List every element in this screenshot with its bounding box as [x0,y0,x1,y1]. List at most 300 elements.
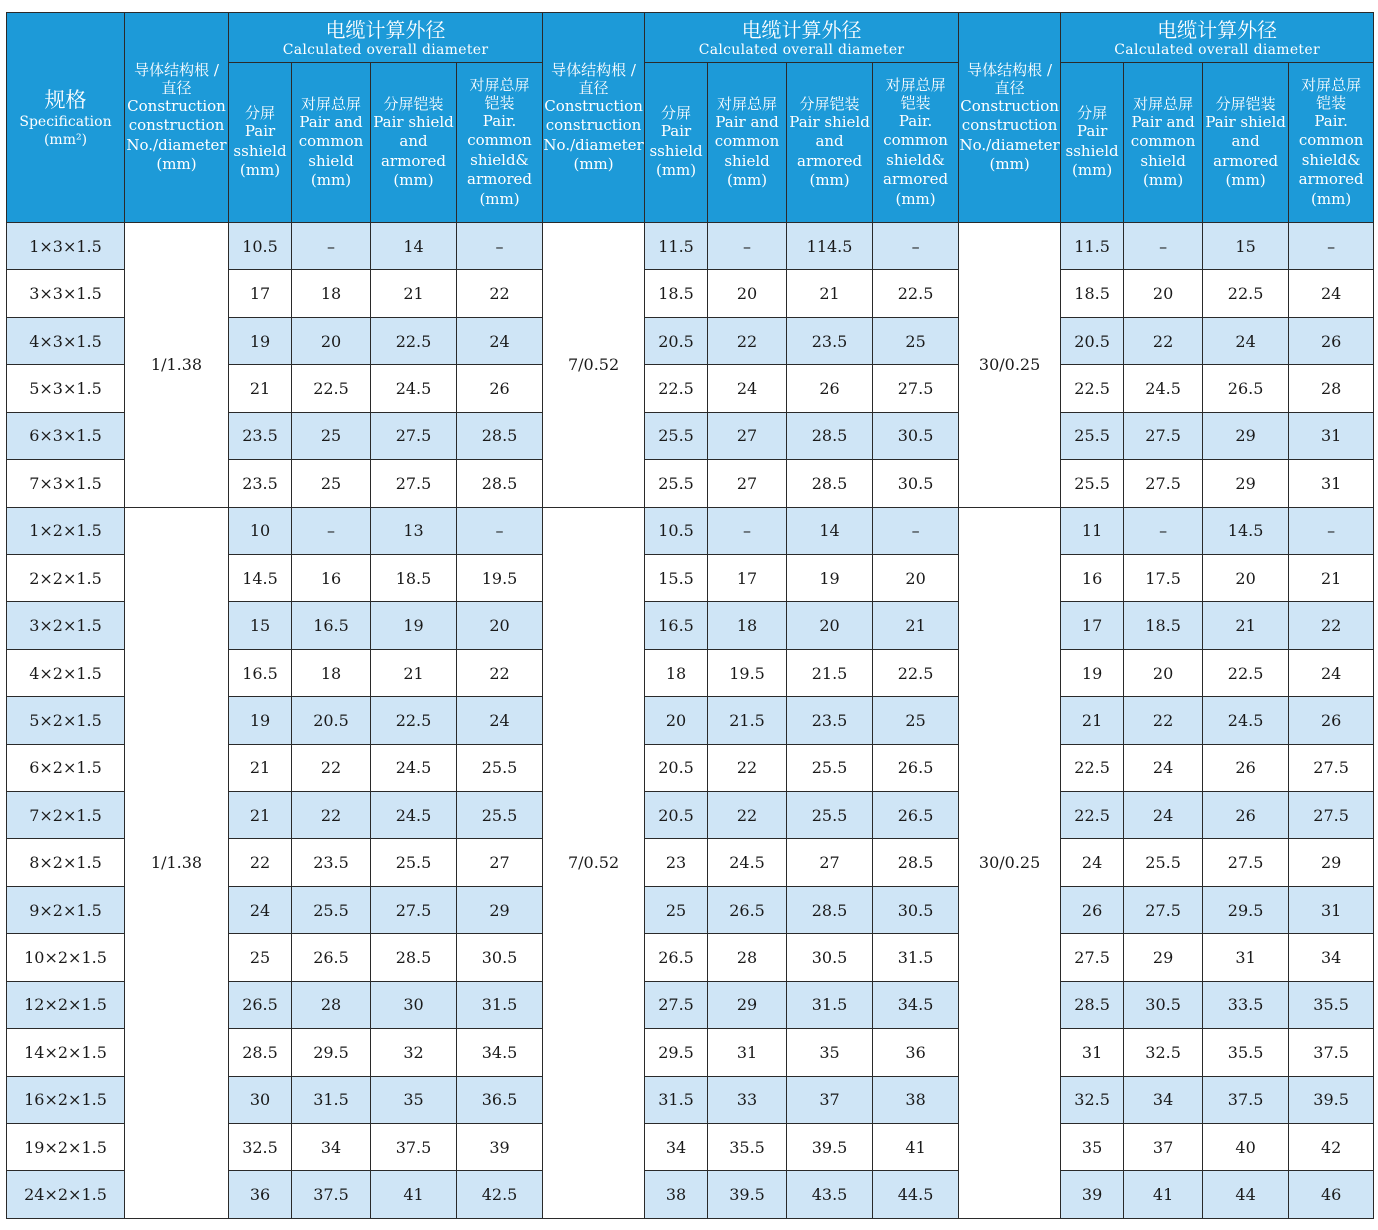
diameter-cell: 20 [708,270,787,317]
diameter-cell: 41 [1124,1171,1203,1219]
diameter-cell: 29.5 [645,1029,708,1076]
diameter-cell: 29 [1203,460,1289,507]
diameter-cell: 18.5 [645,270,708,317]
sub-header-4 [457,63,543,223]
sub-header-line: 对屏总屏 [1301,75,1362,94]
spec-cell: 3×2×1.5 [7,602,125,649]
diameter-cell: 17 [708,554,787,601]
diameter-cell: 35 [1061,1124,1124,1171]
diameter-cell: 22 [1289,602,1374,649]
spec-header [7,13,125,223]
spec-cell: 1×3×1.5 [7,223,125,270]
sub-header-line: common [467,131,532,150]
diameter-cell: 10 [229,507,292,554]
diameter-cell: 24.5 [371,792,457,839]
diameter-cell: 28.5 [787,412,873,459]
diameter-cell: 38 [645,1171,708,1219]
diameter-cell: 25.5 [787,744,873,791]
diameter-cell: 21 [229,365,292,412]
construction-header-line: construction [545,116,642,134]
diameter-cell: 21 [229,744,292,791]
sub-header-line: 铠装 [484,93,515,112]
diameter-cell: 44.5 [873,1171,959,1219]
diameter-cell: 37.5 [371,1124,457,1171]
diameter-cell: 14.5 [229,554,292,601]
diameter-cell: 25.5 [457,792,543,839]
diameter-cell: 23.5 [787,317,873,364]
diameter-cell: 30.5 [873,886,959,933]
diameter-cell: 24.5 [371,365,457,412]
diameter-cell: 37.5 [292,1171,371,1219]
diameter-cell: 25.5 [1124,839,1203,886]
sub-header-line: shield& [470,150,529,169]
sub-header-line: 铠装 [1316,93,1347,112]
diameter-cell: 22 [229,839,292,886]
spec-header-zh: 规格 [44,87,87,112]
calculated-diameter-title-en: Calculated overall diameter [698,41,905,58]
diameter-cell: 44 [1203,1171,1289,1219]
construction-header-line: 直径 [994,78,1025,97]
diameter-cell: 13 [371,507,457,554]
diameter-cell: 20 [873,554,959,601]
sub-header-1 [645,63,708,223]
sub-header-2 [708,63,787,223]
diameter-cell: 28.5 [457,412,543,459]
sub-header-line: 分屏 [661,104,692,123]
sub-header-line: sshield [233,141,287,160]
diameter-cell: 41 [873,1124,959,1171]
sub-header-line: shield [308,151,354,170]
calculated-diameter-header [645,13,959,63]
sub-header-3 [1203,63,1289,223]
diameter-cell: 26.5 [1203,365,1289,412]
diameter-cell: 27.5 [645,981,708,1028]
diameter-cell: 21.5 [787,649,873,696]
sub-header-line: 对屏总屏 [300,94,361,113]
diameter-cell: 25 [873,317,959,364]
diameter-cell: 30.5 [1124,981,1203,1028]
construction-header-line: construction [128,116,225,134]
construction-cell: 30/0.25 [959,507,1061,1218]
sub-header-line: Pair. [898,111,933,130]
diameter-cell: 23.5 [229,460,292,507]
sub-header-2 [292,63,371,223]
sub-header-line: armored [467,170,533,189]
diameter-cell: 32.5 [1061,1076,1124,1123]
diameter-cell: 27.5 [1289,792,1374,839]
diameter-cell: 38 [873,1076,959,1123]
sub-header-line: (mm) [1072,161,1113,180]
diameter-cell: – [873,223,959,270]
diameter-cell: 24.5 [1124,365,1203,412]
diameter-cell: 27.5 [1061,934,1124,981]
diameter-cell: 22.5 [873,270,959,317]
diameter-cell: 29 [457,886,543,933]
diameter-cell: 27 [708,460,787,507]
diameter-cell: 21 [371,649,457,696]
diameter-cell: 20 [457,602,543,649]
construction-cell: 7/0.52 [543,507,645,1218]
diameter-cell: 36 [873,1029,959,1076]
diameter-cell: 20 [292,317,371,364]
diameter-cell: 24 [457,317,543,364]
diameter-cell: 32 [371,1029,457,1076]
construction-header-line: Construction [960,96,1059,115]
diameter-cell: – [457,223,543,270]
diameter-cell: 22 [708,317,787,364]
diameter-cell: 25.5 [645,412,708,459]
calculated-diameter-header [229,13,543,63]
sub-header-2 [1124,63,1203,223]
diameter-cell: 19.5 [457,554,543,601]
cable-diameter-table [6,12,1374,1219]
diameter-cell: 31.5 [292,1076,371,1123]
diameter-cell: 16.5 [229,649,292,696]
sub-header-line: (mm) [310,171,352,189]
construction-cell: 7/0.52 [543,223,645,508]
diameter-cell: 22.5 [292,365,371,412]
diameter-cell: 35 [787,1029,873,1076]
diameter-cell: – [1289,223,1374,270]
diameter-cell: 42.5 [457,1171,543,1219]
diameter-cell: – [457,507,543,554]
diameter-cell: 30.5 [787,934,873,981]
diameter-cell: 36.5 [457,1076,543,1123]
sub-header-line: (mm) [655,161,697,180]
diameter-cell: 30 [371,981,457,1028]
spec-cell: 2×2×1.5 [7,554,125,601]
diameter-cell: 26 [1289,317,1374,364]
construction-header-line: (mm) [989,155,1030,173]
sub-header-line: armored [1298,170,1364,189]
diameter-cell: 22 [1124,697,1203,744]
diameter-cell: 14 [787,507,873,554]
calculated-diameter-title-zh: 电缆计算外径 [741,17,862,42]
diameter-cell: 27.5 [371,412,457,459]
diameter-cell: 31.5 [873,934,959,981]
diameter-cell: 25 [292,460,371,507]
diameter-cell: 22.5 [873,649,959,696]
diameter-cell: 24 [457,697,543,744]
diameter-cell: 26 [1061,886,1124,933]
sub-header-line: (mm) [1143,171,1184,189]
diameter-cell: 10.5 [229,223,292,270]
diameter-cell: – [292,507,371,554]
diameter-cell: 32.5 [229,1124,292,1171]
diameter-cell: 18 [292,270,371,317]
diameter-cell: 21 [371,270,457,317]
sub-header-line: 分屏 [1077,104,1108,123]
spec-header-unit: (mm²) [43,131,88,148]
diameter-cell: 18.5 [1124,602,1203,649]
sub-header-line: 对屏总屏 [1133,94,1194,113]
diameter-cell: 22 [457,270,543,317]
diameter-cell: 35 [371,1076,457,1123]
diameter-cell: 20 [787,602,873,649]
spec-cell: 9×2×1.5 [7,886,125,933]
diameter-cell: 26.5 [873,792,959,839]
diameter-cell: 24 [708,365,787,412]
diameter-cell: 35.5 [1203,1029,1289,1076]
diameter-cell: 22.5 [371,697,457,744]
diameter-cell: 29.5 [292,1029,371,1076]
sub-header-1 [229,63,292,223]
diameter-cell: 19 [787,554,873,601]
diameter-cell: 17 [229,270,292,317]
sub-header-line: shield [1140,151,1186,170]
sub-header-line: 分屏铠装 [1215,94,1276,113]
diameter-cell: 20.5 [645,744,708,791]
diameter-cell: 14 [371,223,457,270]
sub-header-line: Pair shield [789,112,870,131]
table-row [7,507,1374,554]
diameter-cell: 25.5 [787,792,873,839]
diameter-cell: 21 [787,270,873,317]
diameter-cell: 25.5 [1061,460,1124,507]
diameter-cell: 19 [229,317,292,364]
construction-cell: 1/1.38 [125,223,229,508]
diameter-cell: 21 [1061,697,1124,744]
diameter-cell: 22.5 [1061,792,1124,839]
sub-header-line: sshield [1065,141,1119,160]
diameter-cell: 23.5 [229,412,292,459]
diameter-cell: 43.5 [787,1171,873,1219]
spec-cell: 1×2×1.5 [7,507,125,554]
construction-header-line: 直径 [161,78,192,97]
diameter-cell: 26 [1289,697,1374,744]
construction-cell: 1/1.38 [125,507,229,1218]
diameter-cell: 18 [708,602,787,649]
calculated-diameter-header [1061,13,1374,63]
sub-header-line: (mm) [393,171,434,189]
diameter-cell: 26.5 [873,744,959,791]
diameter-cell: 31.5 [787,981,873,1028]
sub-header-line: sshield [649,141,703,160]
sub-header-1 [1061,63,1124,223]
sub-header-3 [787,63,873,223]
construction-header-line: Construction [127,96,226,115]
diameter-cell: 30 [229,1076,292,1123]
sub-header-line: Pair [660,122,692,141]
sub-header-line: (mm) [1311,189,1352,208]
construction-header-line: 导体结构根 / [967,60,1052,79]
spec-cell: 24×2×1.5 [7,1171,125,1219]
sub-header-line: Pair. [482,111,517,130]
sub-header-line: 分屏 [244,104,275,123]
spec-cell: 12×2×1.5 [7,981,125,1028]
diameter-cell: – [1124,223,1203,270]
diameter-cell: 20.5 [292,697,371,744]
diameter-cell: 24.5 [371,744,457,791]
diameter-cell: 34.5 [457,1029,543,1076]
sub-header-4 [873,63,959,223]
diameter-cell: 11.5 [1061,223,1124,270]
diameter-cell: 24 [1289,270,1374,317]
sub-header-line: (mm) [479,189,520,208]
diameter-cell: 39.5 [1289,1076,1374,1123]
sub-header-line: common [1298,131,1364,150]
calculated-diameter-title-zh: 电缆计算外径 [325,17,446,42]
diameter-cell: 28 [708,934,787,981]
diameter-cell: 20.5 [645,792,708,839]
diameter-cell: 29.5 [1203,886,1289,933]
sub-header-line: (mm) [895,189,936,208]
diameter-cell: 33.5 [1203,981,1289,1028]
sub-header-line: Pair [1076,122,1108,141]
diameter-cell: 19 [1061,649,1124,696]
diameter-cell: 24 [1203,317,1289,364]
diameter-cell: 25.5 [1061,412,1124,459]
diameter-cell: 19 [371,602,457,649]
diameter-cell: 37.5 [1203,1076,1289,1123]
spec-cell: 5×2×1.5 [7,697,125,744]
diameter-cell: 21.5 [708,697,787,744]
diameter-cell: 10.5 [645,507,708,554]
diameter-cell: 21 [873,602,959,649]
spec-cell: 7×2×1.5 [7,792,125,839]
sub-header-line: armored [883,170,949,189]
diameter-cell: 31.5 [645,1076,708,1123]
diameter-cell: 27.5 [1289,744,1374,791]
sub-header-line: and [1231,132,1260,150]
diameter-cell: 22.5 [1061,365,1124,412]
diameter-cell: 27 [457,839,543,886]
diameter-cell: 34 [1124,1076,1203,1123]
diameter-cell: 27.5 [1124,460,1203,507]
construction-header [959,13,1061,223]
spec-cell: 10×2×1.5 [7,934,125,981]
diameter-cell: 17 [1061,602,1124,649]
diameter-cell: – [1124,507,1203,554]
sub-header-line: shield [724,151,770,170]
diameter-cell: 37 [787,1076,873,1123]
diameter-cell: 31 [1289,412,1374,459]
diameter-cell: 25.5 [371,839,457,886]
diameter-cell: 18.5 [371,554,457,601]
diameter-cell: 22.5 [1203,270,1289,317]
sub-header-line: shield& [1301,150,1361,169]
diameter-cell: 20 [1124,649,1203,696]
construction-header [543,13,645,223]
calculated-diameter-title-en: Calculated overall diameter [282,41,489,58]
diameter-cell: 26 [1203,792,1289,839]
spec-cell: 14×2×1.5 [7,1029,125,1076]
spec-cell: 3×3×1.5 [7,270,125,317]
diameter-cell: 27.5 [371,460,457,507]
diameter-cell: 37.5 [1289,1029,1374,1076]
diameter-cell: 19.5 [708,649,787,696]
diameter-cell: 23 [645,839,708,886]
sub-header-line: (mm) [239,161,281,180]
diameter-cell: 34 [645,1124,708,1171]
diameter-cell: 15.5 [645,554,708,601]
diameter-cell: 28 [292,981,371,1028]
calculated-diameter-title-en: Calculated overall diameter [1114,41,1320,58]
diameter-cell: 31 [1289,886,1374,933]
diameter-cell: 27 [787,839,873,886]
diameter-cell: 20 [1203,554,1289,601]
diameter-cell: 28.5 [787,886,873,933]
sub-header-line: Pair. [1314,111,1348,130]
diameter-cell: 20 [645,697,708,744]
diameter-cell: 24.5 [708,839,787,886]
diameter-cell: 36 [229,1171,292,1219]
diameter-cell: 22.5 [371,317,457,364]
diameter-cell: 20 [1124,270,1203,317]
diameter-cell: 31 [1203,934,1289,981]
sub-header-line: (mm) [809,171,850,189]
diameter-cell: 39 [1061,1171,1124,1219]
diameter-cell: 21 [1289,554,1374,601]
spec-cell: 16×2×1.5 [7,1076,125,1123]
spec-cell: 6×2×1.5 [7,744,125,791]
diameter-cell: 19 [229,697,292,744]
construction-header-line: (mm) [156,155,197,173]
diameter-cell: 24 [1061,839,1124,886]
sub-header-3 [371,63,457,223]
sub-header-line: 分屏铠装 [799,94,860,113]
diameter-cell: 22.5 [1061,744,1124,791]
diameter-cell: 28.5 [787,460,873,507]
diameter-cell: 28.5 [229,1029,292,1076]
diameter-cell: 16.5 [292,602,371,649]
diameter-cell: 31 [1289,460,1374,507]
sub-header-line: 铠装 [900,93,931,112]
sub-header-line: 对屏总屏 [469,75,530,94]
construction-header-line: 导体结构根 / [551,60,636,79]
table-header [7,13,1374,223]
diameter-cell: 27.5 [1203,839,1289,886]
diameter-cell: 15 [229,602,292,649]
diameter-cell: 25.5 [292,886,371,933]
diameter-cell: 16 [1061,554,1124,601]
diameter-cell: 27 [708,412,787,459]
table-body [7,223,1374,1219]
diameter-cell: 26.5 [708,886,787,933]
diameter-cell: 37 [1124,1124,1203,1171]
diameter-cell: 34.5 [873,981,959,1028]
diameter-cell: 31 [708,1029,787,1076]
diameter-cell: 22 [708,792,787,839]
diameter-cell: 20.5 [1061,317,1124,364]
spec-cell: 6×3×1.5 [7,412,125,459]
construction-header-line: Construction [544,96,643,115]
construction-header-line: construction [961,116,1058,134]
spec-cell: 19×2×1.5 [7,1124,125,1171]
diameter-cell: 28.5 [457,460,543,507]
diameter-cell: 20.5 [645,317,708,364]
diameter-cell: 42 [1289,1124,1374,1171]
spec-cell: 5×3×1.5 [7,365,125,412]
diameter-cell: 28.5 [371,934,457,981]
construction-header-line: No./diameter [959,135,1060,154]
diameter-cell: – [873,507,959,554]
diameter-cell: 27.5 [371,886,457,933]
diameter-cell: 39 [457,1124,543,1171]
diameter-cell: 24 [1289,649,1374,696]
sub-header-line: Pair and [1131,112,1195,131]
sub-header-line: (mm) [726,171,768,189]
sub-header-line: 对屏总屏 [717,94,778,113]
diameter-cell: 28.5 [873,839,959,886]
diameter-cell: 24.5 [1203,697,1289,744]
diameter-cell: 33 [708,1076,787,1123]
diameter-cell: 29 [1289,839,1374,886]
diameter-cell: 28 [1289,365,1374,412]
sub-header-line: and [399,132,428,150]
diameter-cell: 21 [229,792,292,839]
diameter-cell: – [708,223,787,270]
